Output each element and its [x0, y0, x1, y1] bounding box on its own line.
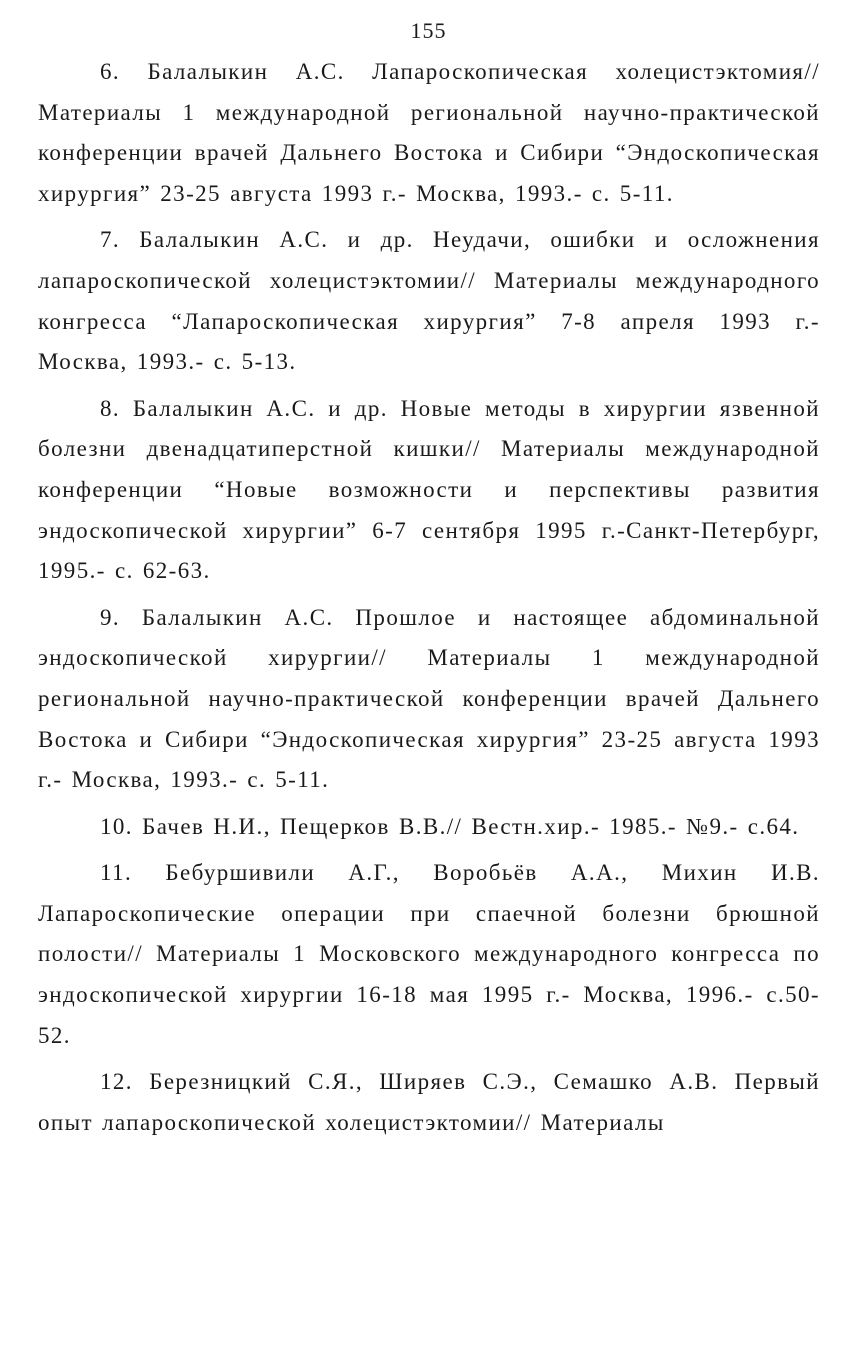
reference-item: 9. Балалыкин А.С. Прошлое и настоящее абдоминальной эндоскопической хирургии// Материалы 1 международной региональной научно-практической конференции врачей Дальнего Востока и Сибири “Эндоскопическая хирургия” 23-25 августа 1993 г.- Москва, 1993.- с. 5-11. [38, 604, 820, 793]
reference-item: 11. Бебуршивили А.Г., Воробьёв А.А., Михин И.В. Лапароскопические операции при спаечной болезни брюшной полости// Материалы 1 Московского международного конгресса по эндоскопической хирургии 16-18 мая 1995 г.- Москва, 1996.- с.50-52. [38, 860, 820, 1048]
reference-item: 7. Балалыкин А.С. и др. Неудачи, ошибки и осложнения лапароскопической холецистэктомии// Материалы международного конгресса “Лапароскопическая хирургия” 7-8 апреля 1993 г.- Москва, 1993.- с. 5-13. [38, 227, 820, 375]
page-number: 155 [410, 18, 447, 43]
reference-item: 10. Бачев Н.И., Пещерков В.В.// Вестн.хир.- 1985.- №9.- с.64. [100, 813, 800, 839]
reference-item: 6. Балалыкин А.С. Лапароскопическая холецистэктомия// Материалы 1 международной региональной научно-практической конференции врачей Дальнего Востока и Сибири “Эндоскопическая хирургия” 23-25 августа 1993 г.- Москва, 1993.- с. 5-11. [38, 59, 820, 206]
reference-list [38, 52, 820, 1149]
reference-item: 8. Балалыкин А.С. и др. Новые методы в хирургии язвенной болезни двенадцатиперстной кишки// Материалы международной конференции “Новые возможности и перспективы развития эндоскопической хирургии” 6-7 сентября 1995 г.-Санкт-Петербург, 1995.- с. 62-63. [38, 395, 820, 584]
reference-item: 12. Березницкий С.Я., Ширяев С.Э., Семашко А.В. Первый опыт лапароскопической холецистэктомии// Материалы [38, 1069, 820, 1135]
